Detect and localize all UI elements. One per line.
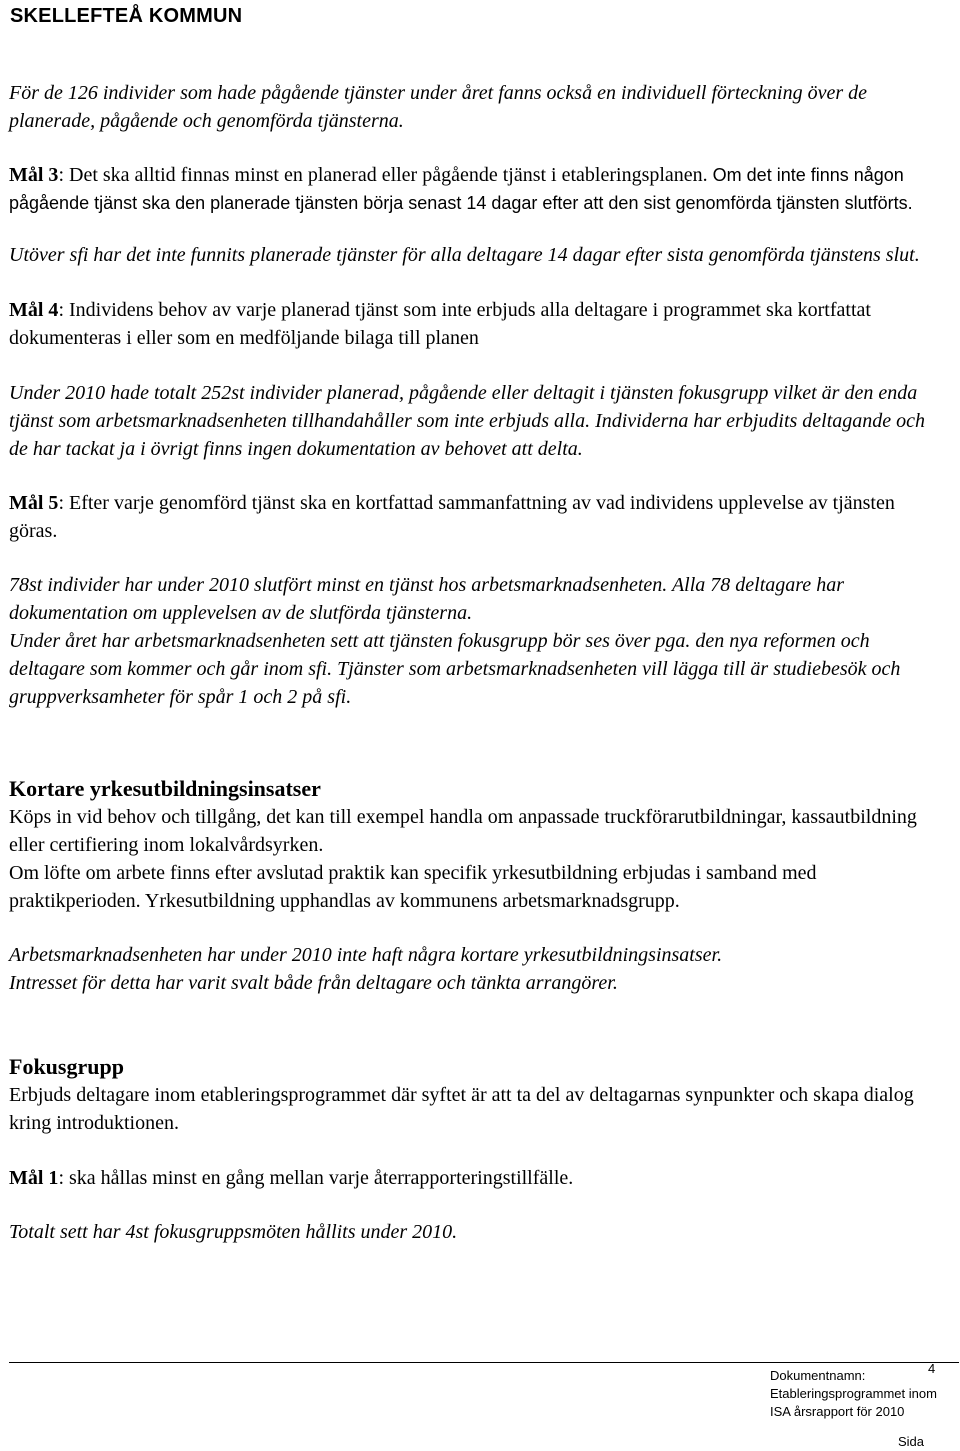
footer-page-number: 4	[928, 1361, 936, 1376]
paragraph-mal4	[9, 296, 944, 352]
paragraph-totalt: Totalt sett har 4st fokusgruppsmöten hållits under 2010.	[9, 1221, 458, 1243]
heading-fokusgrupp: Fokusgrupp	[9, 1054, 124, 1079]
footer-info	[770, 1367, 937, 1451]
mal4-text: : Individens behov av varje planerad tjänst som inte erbjuds alla deltagare i programmet ska kortfattat dokumenteras i eller som en medföljande bilaga till planen	[9, 299, 871, 349]
mal1-label: Mål 1	[9, 1167, 59, 1189]
paragraph-mal1	[9, 1164, 944, 1192]
paragraph-under-aret: Under året har arbetsmarknadsenheten sett att tjänsten fokusgrupp bör ses över pga. den nya reformen och deltagare som kommer och går inom sfi. Tjänster som arbetsmarknadsenheten vill lägga till är studiebesök och gruppverksamheter för spår 1 och 2 på sfi.	[9, 630, 901, 708]
paragraph-under-2010: Under 2010 hade totalt 252st individer planerad, pågående eller deltagit i tjänsten fokusgrupp vilket är den enda tjänst som arbetsmarknadsenheten tillhandahåller som inte erbjuds alla. Individerna har erbjudits deltagande och de har tackat ja i övrigt finns ingen dokumentation av behovet att delta.	[9, 382, 926, 460]
mal5-label: Mål 5	[9, 492, 59, 514]
mal3-text: : Det ska alltid finnas minst en planerad eller pågående tjänst i etableringsplanen.	[58, 164, 708, 186]
heading-kortare-yrkesutbildningsinsatser: Kortare yrkesutbildningsinsatser	[9, 776, 321, 801]
paragraph-utover: Utöver sfi har det inte funnits planerade tjänster för alla deltagare 14 dagar efter sista genomförda tjänstens slut.	[9, 244, 920, 266]
paragraph-mal5	[9, 489, 944, 545]
footer-divider	[9, 1362, 959, 1363]
footer-doc-line2: Etableringsprogrammet inom	[770, 1386, 937, 1401]
footer-doc-line3: ISA årsrapport för 2010	[770, 1404, 905, 1419]
mal4-label: Mål 4	[9, 299, 59, 321]
paragraph-kops-in: Köps in vid behov och tillgång, det kan till exempel handla om anpassade truckförarutbildningar, kassautbildning eller certifiering inom lokalvårdsyrken.	[9, 806, 917, 856]
paragraph-om-lofte: Om löfte om arbete finns efter avslutad praktik kan specifik yrkesutbildning erbjudas i samband med praktikperioden. Yrkesutbildning upphandlas av kommunens arbetsmarknadsgrupp.	[9, 862, 817, 912]
mal1-text: : ska hållas minst en gång mellan varje återrapporteringstillfälle.	[58, 1167, 574, 1189]
footer-doc-label: Dokumentnamn:	[770, 1368, 866, 1383]
paragraph-intresset: Intresset för detta har varit svalt både från deltagare och tänkta arrangörer.	[9, 972, 618, 994]
paragraph-erbjuds: Erbjuds deltagare inom etableringsprogrammet där syftet är att ta del av deltagarnas synpunkter och skapa dialog kring introduktionen.	[9, 1084, 914, 1134]
paragraph-individer: För de 126 individer som hade pågående tjänster under året fanns också en individuell förteckning över de planerade, pågående och genomförda tjänsterna.	[9, 82, 867, 132]
paragraph-mal3	[9, 161, 944, 217]
footer-sida-label: Sida	[898, 1434, 925, 1449]
mal3-label: Mål 3	[9, 164, 59, 186]
header-title: SKELLEFTEÅ KOMMUN	[10, 5, 243, 27]
mal3-sans-text: Om det inte finns någon pågående tjänst ska den planerade tjänsten börja senast 14 dagar efter att den sist genomförda tjänsten slutförts.	[9, 165, 913, 213]
mal5-text: : Efter varje genomförd tjänst ska en kortfattad sammanfattning av vad individens upplevelse av tjänsten göras.	[9, 492, 895, 542]
paragraph-78st: 78st individer har under 2010 slutfört minst en tjänst hos arbetsmarknadsenheten. Alla 78 deltagare har dokumentation om upplevelsen av de slutförda tjänsterna.	[9, 574, 844, 624]
paragraph-arbetsmarknadsenheten: Arbetsmarknadsenheten har under 2010 inte haft några kortare yrkesutbildningsinsatser.	[9, 944, 723, 966]
document-body	[9, 79, 944, 1246]
